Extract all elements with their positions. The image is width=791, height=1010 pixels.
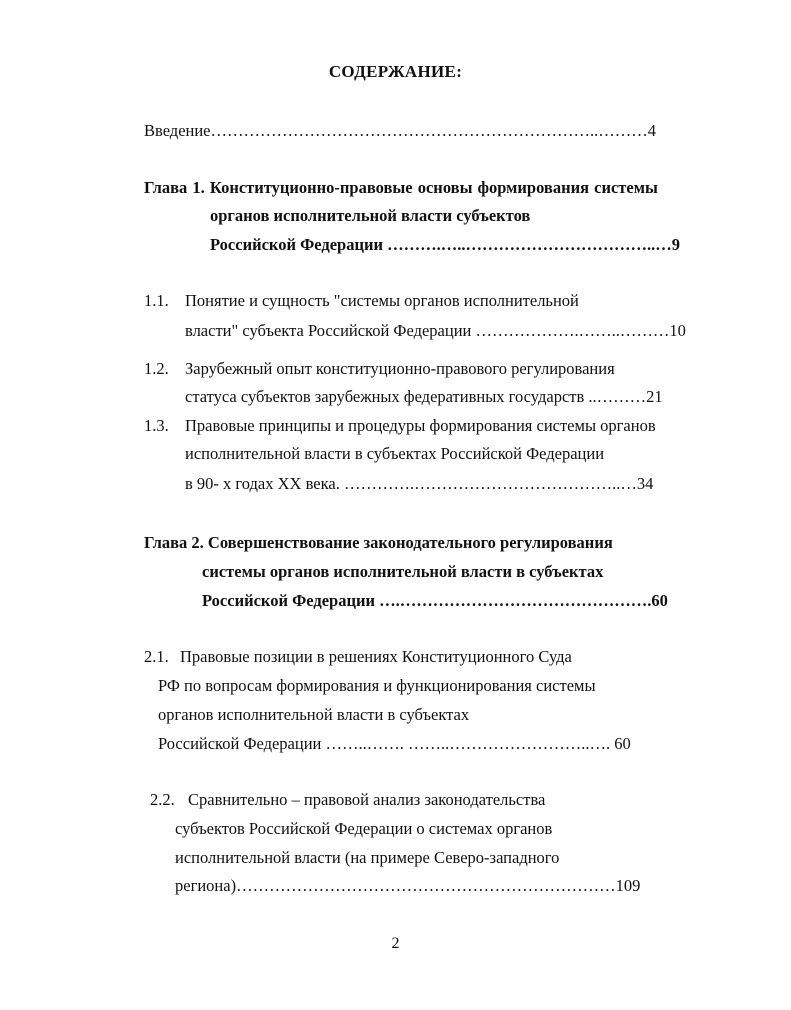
toc-section-1-2-line-1: Зарубежный опыт конституционно-правового регулирования — [185, 359, 615, 378]
toc-chapter-2-line-1: Глава 2. Совершенствование законодательного регулирования — [144, 533, 613, 552]
toc-section-2-2-line-4: региона)……………………………………………………………109 — [175, 876, 641, 895]
toc-section-2-2-line-2: субъектов Российской Федерации о системах органов — [175, 819, 553, 838]
toc-section-1-3-line-3: в 90- х годах XX века. ………….………………………………..…34 — [185, 474, 654, 493]
toc-section-number: 1.2. — [144, 359, 169, 378]
toc-section-number: 2.1. — [144, 647, 169, 666]
toc-chapter-1-line-3: Российской Федерации ……….…..……………………………..…9 — [210, 235, 680, 254]
toc-chapter-2-line-3: Российской Федерации ….……………………………………….60 — [202, 591, 668, 610]
toc-section-1-1-line-2: власти" субъекта Российской Федерации ……………….……..………10 — [185, 321, 686, 340]
toc-section-number: 2.2. — [150, 790, 175, 809]
toc-section-2-1-line-1: Правовые позиции в решениях Конституционного Суда — [180, 647, 572, 666]
toc-section-number: 1.1. — [144, 291, 169, 310]
toc-section-2-1-line-3: органов исполнительной власти в субъектах — [158, 705, 470, 724]
toc-chapter-2-line-2: системы органов исполнительной власти в субъектах — [202, 562, 604, 581]
toc-section-2-2-line-1: Сравнительно – правовой анализ законодательства — [188, 790, 546, 809]
toc-section-1-3-line-2: исполнительной власти в субъектах Российской Федерации — [185, 444, 605, 463]
page-number: 2 — [391, 935, 400, 952]
toc-section-1-2-line-2: статуса субъектов зарубежных федеративных государств ..………21 — [185, 387, 663, 406]
toc-section-number: 1.3. — [144, 416, 169, 435]
toc-section-2-1-line-4: Российской Федерации ……..……. ……..……………………..…. 60 — [158, 734, 631, 753]
toc-chapter-1-line-1: Глава 1. Конституционно-правовые основы формирования системы — [144, 178, 658, 197]
toc-section-1-1-line-1: Понятие и сущность "системы органов исполнительной — [185, 291, 579, 310]
toc-chapter-1-line-2: органов исполнительной власти субъектов — [210, 206, 531, 225]
toc-section-2-2-line-3: исполнительной власти (на примере Северо-западного — [175, 848, 560, 867]
page-title: СОДЕРЖАНИЕ: — [328, 62, 463, 81]
toc-entry-introduction: Введение……………………………………………………………..………4 — [144, 121, 657, 140]
toc-section-2-1-line-2: РФ по вопросам формирования и функционирования системы — [158, 676, 596, 695]
toc-section-1-3-line-1: Правовые принципы и процедуры формирования системы органов — [185, 416, 656, 435]
